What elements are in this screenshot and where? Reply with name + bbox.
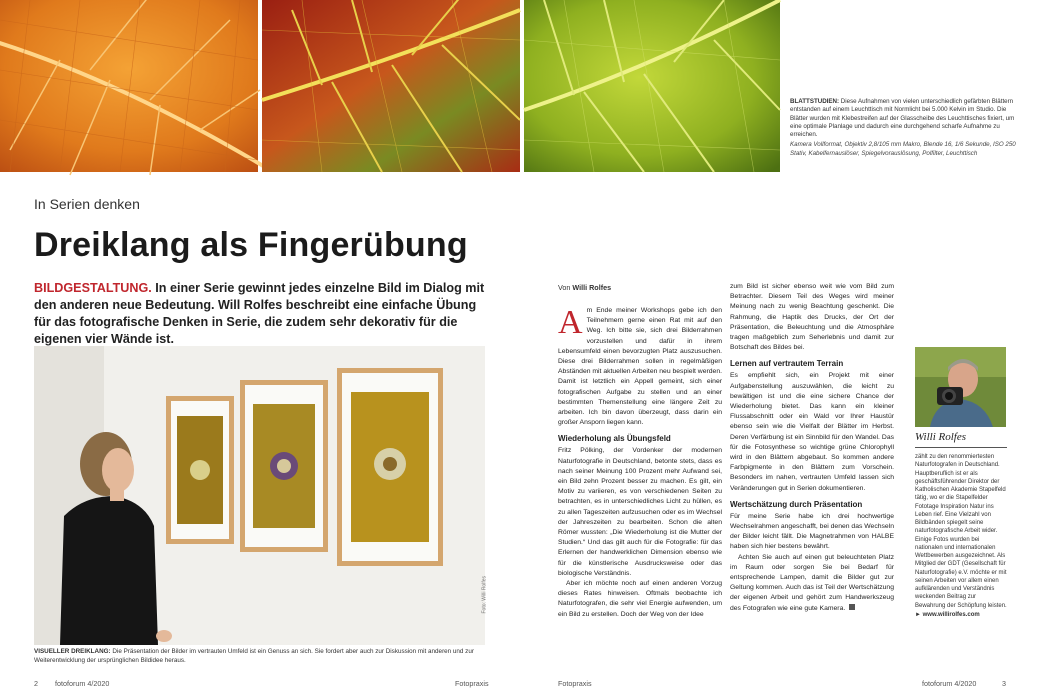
page-number-right: 3 — [1002, 679, 1006, 688]
end-mark-icon — [849, 604, 855, 610]
article-subheading: Lernen auf vertrautem Terrain — [730, 359, 844, 369]
top-photo-caption — [790, 98, 1022, 158]
author-website-link[interactable]: ► www.willirolfes.com — [915, 611, 980, 618]
magazine-issue-left: fotoforum 4/2020 — [55, 679, 110, 688]
author-bio-text: zählt zu den renommiertesten Naturfotografen in Deutschland. Hauptberuflich ist er als geschäftsführender Direktor der Katholischen Akademie Stapelfeld tätig, wo er die Stapelfelder Fototage Inspiration Natur ins Leben rief. Eine Vielzahl von Bildbänden spiegelt seine naturfotografische Arbeit wider. Einige Fotos wurden bei nationalen und internationalen Wettbewerben ausgezeichnet. Als Mitglied der GDT (Gesellschaft für Naturfotografie) e.V. möchte er mit seinen Arbeiten vor allem einen aufklärenden und Verständnis weckenden Beitrag zur Bewahrung der Schöpfung leisten. — [915, 454, 1007, 609]
author-bio — [915, 453, 1008, 619]
lead-text: In einer Serie gewinnt jedes einzelne Bild im Dialog mit den anderen neue Bedeutung. Will Rolfes beschreibt eine einfache Übung für das fotografische Denken in Serie, die zudem sehr dekorativ für die eigenen vier Wände ist. — [34, 281, 485, 346]
byline-author: Willi Rolfes — [572, 283, 612, 292]
author-divider — [915, 447, 1007, 448]
article-column-2 — [730, 282, 894, 614]
leaf-photo-green — [524, 0, 780, 172]
drop-cap: A — [558, 304, 583, 341]
section-label-right: Fotopraxis — [558, 679, 592, 688]
lead-keyword: BILDGESTALTUNG. — [34, 281, 152, 295]
gallery-photo — [34, 346, 488, 645]
article-paragraph: m Ende meiner Workshops gebe ich den Teilnehmern gerne einen Rat mit auf den Weg. Ich bitte sie, sich drei Bilderrahmen vorzustellen und dafür in ihrem Lebensumfeld einen bevorzugten Platz auszusuchen. Diese drei Bilderrahmen sollen in regelmäßigen Abständen mit aktuellen Arbeiten neu bespielt werden. Damit ist letztlich ein Appell gemeint, sich einer fotografischen Aufgabe zu stellen und an einer bestimmten Themenstellung eine längere Zeit zu arbeiten. Ich bin davon überzeugt, dass darin ein großer Ansporn liegen kann. — [558, 307, 722, 427]
article-paragraph: Es empfiehlt sich, ein Projekt mit einer Aufgabenstellung auszuwählen, die leicht zu bewältigen ist und die eine sichere Chance der Wiederholung bietet. Das kann ein kleiner Flussabschnitt oder ein Wald vor Ihrer Haustür ebenso sein wie die Vielfalt der Blätter im Herbst. Deren Verfärbung ist ein Sinnbild für den Wandel. Das für die Fotosynthese so wichtige grüne Chlorophyll wird in den Blättern abgebaut. So kommen andere Farbpigmente in den Blättern zum Vorschein. Besonders im nahen, vertrauten Umfeld lassen sich Veränderungen gut in Serien dokumentieren. — [730, 372, 894, 492]
lead-paragraph — [34, 280, 486, 348]
article-subheading: Wertschätzung durch Präsentation — [730, 499, 863, 509]
photo-credit: Foto: Willi Rolfes — [482, 576, 488, 614]
article-paragraph: Fritz Pölking, der Vordenker der modernen Naturfotografie in Deutschland, betonte stets, dass es nach seiner Meinung 100 Prozent mehr Aufwand sei, ein Bild zehn Prozent besser zu machen. Es gilt, ein Motiv zu variieren, es von verschiedenen Seiten zu betrachten, es in unterschiedliches Licht zu hüllen, es zu allen Tageszeiten aufzusuchen oder es im Wechsel der Jahreszeiten zu bearbeiten. Schon die alten Römer wussten: „Die Wiederholung ist die Mutter der Studien.“ Und das gilt auch für die Fotografie: für das Erlernen der handwerklichen Dimension ebenso wie für die künstlerische Ausdrucksweise oder das biologische Verständnis. — [558, 447, 722, 577]
section-label-left: Fotopraxis — [455, 679, 489, 688]
article-paragraph: Aber ich möchte noch auf einen anderen Vorzug dieses Rates hinweisen. Oftmals beobachte ich Naturfotografen, die sehr viel Energie aufwenden, um ein Bild zu erstellen. Doch der Weg von der Idee — [558, 580, 722, 618]
magazine-issue-right: fotoforum 4/2020 — [922, 679, 977, 688]
article-paragraph: zum Bild ist sicher ebenso weit wie vom Bild zum Betrachter. Diesem Teil des Weges wird meiner Meinung nach zu wenig Beachtung geschenkt. Die Rahmung, die Haptik des Drucks, der Ort der Präsentation, die Beleuchtung und die Atmosphäre tragen maßgeblich zum Seherlebnis und damit zur Botschaft des Bildes bei. — [730, 283, 894, 352]
top-caption-keyword: BLATTSTUDIEN: — [790, 98, 840, 105]
leaf-photo-red-yellow — [262, 0, 520, 172]
article-column-1 — [558, 306, 722, 620]
top-caption-text: Diese Aufnahmen von vielen unterschiedlich gefärbten Blättern entstanden auf einem Leuchttisch mit Normlicht bei 5.000 Kelvin im Studio. Die Blätter wurden mit Klebestreifen auf der Glasscheibe des Leuchttisches fixiert, um eine optimale Planlage und dadurch eine durchgehend scharfe Aufnahme zu erreichen. — [790, 98, 1015, 139]
author-portrait — [915, 347, 1006, 427]
bottom-caption-keyword: VISUELLER DREIKLANG: — [34, 648, 111, 655]
author-name: Willi Rolfes — [915, 431, 967, 443]
leaf-photo-orange — [0, 0, 258, 172]
article-paragraph-text: Achten Sie auch auf einen gut beleuchteten Platz im Raum oder sorgen Sie bei Bedarf für entsprechende Lampen, damit die Bilder gut zur Geltung kommen. Auch das ist Teil der Wertschätzung der eigenen Arbeit und gehört zum Handwerkszeug des Fotografen wie eine gute Kamera. — [730, 553, 894, 612]
bottom-caption-text: Die Präsentation der Bilder im vertrauten Umfeld ist ein Genuss an sich. Sie fordert aber auch zur Diskussion mit anderen und zur Weiterentwicklung der ursprünglichen Bildidee heraus. — [34, 648, 474, 664]
page-title: Dreiklang als Fingerübung — [34, 226, 468, 264]
article-paragraph: Für meine Serie habe ich drei hochwertige Wechselrahmen angeschafft, bei denen das Wechseln der Bilder leicht fällt. Die Magnetrahmen von HALBE haben sich hier bestens bewährt. — [730, 512, 894, 551]
bottom-photo-caption — [34, 648, 504, 665]
article-subheading: Wiederholung als Übungsfeld — [558, 434, 671, 444]
top-caption-tech: Kamera Vollformat, Objektiv 2,8/105 mm Makro, Blende 16, 1/6 Sekunde, ISO 250 Stativ, Kabelfernauslöser, Spiegelvorauslösung, Polfilter, Leuchttisch — [790, 141, 1016, 157]
kicker: In Serien denken — [34, 196, 140, 212]
article-paragraph — [730, 553, 894, 614]
byline — [558, 283, 611, 292]
byline-prefix: Von — [558, 283, 571, 292]
page-number-left: 2 — [34, 679, 38, 688]
